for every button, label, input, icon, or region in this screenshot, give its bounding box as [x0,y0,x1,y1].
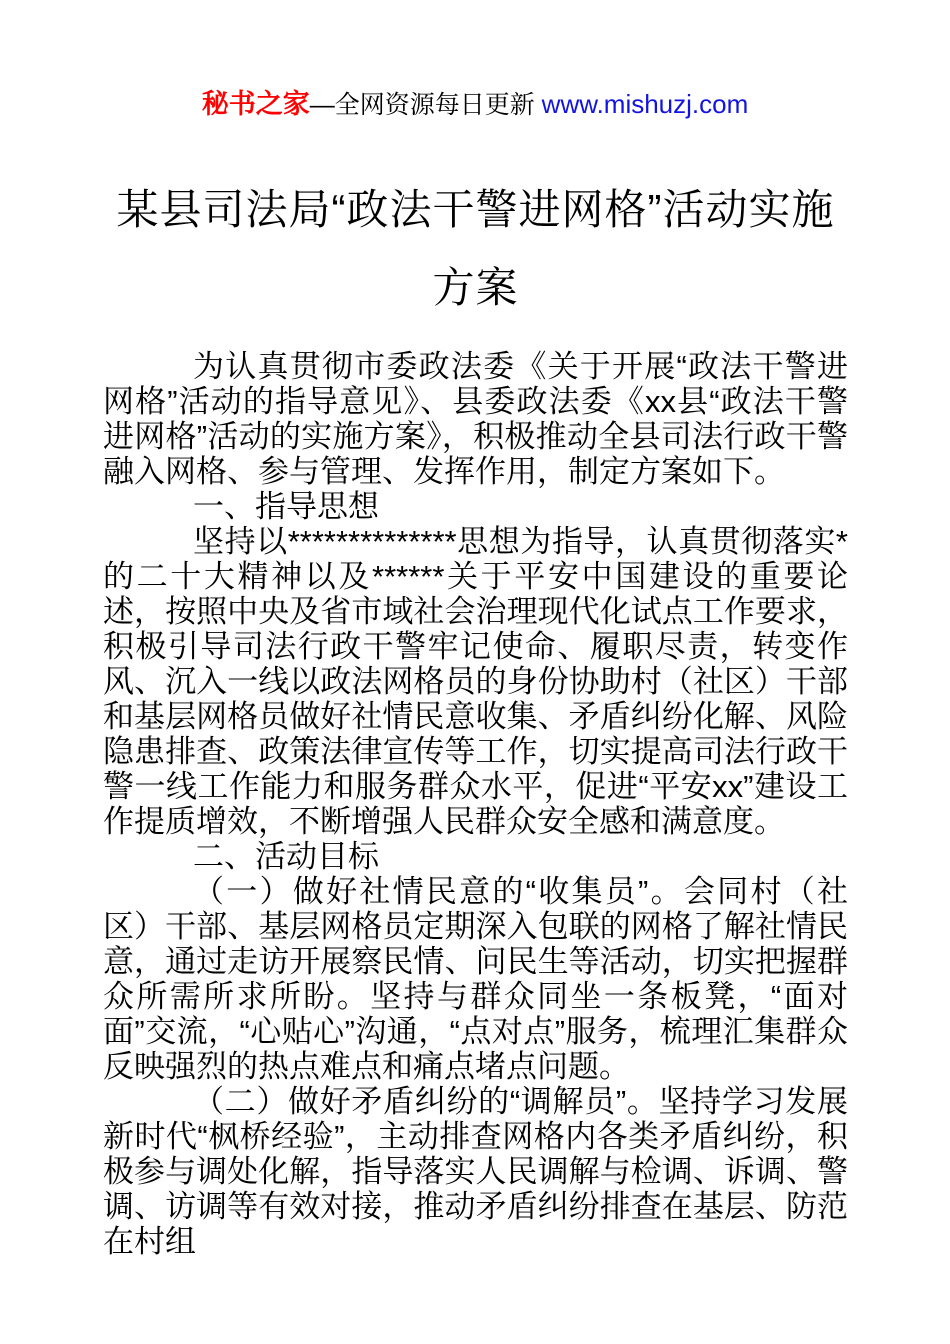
document-body [103,349,848,1259]
site-brand: 秘书之家 [201,89,310,119]
body-paragraph-guiding-thought: 坚持以**************思想为指导，认真贯彻落实*的二十大精神以及******关于平安中国建设的重要论述，按照中央及省市域社会治理现代化试点工作要求，积极引导司法行政干警牢记使命、履职尽责，转变作风、沉入一线以政法网格员的身份协助村（社区）干部和基层网格员做好社情民意收集、矛盾纠纷化解、风险隐患排查、政策法律宣传等工作，切实提高司法行政干警一线工作能力和服务群众水平，促进“平安xx”建设工作提质增效，不断增强人民群众安全感和满意度。 [103,524,848,839]
document-title-line-2: 方案 [432,264,519,311]
section-heading-2: 二、活动目标 [193,839,379,874]
body-paragraph-intro: 为认真贯彻市委政法委《关于开展“政法干警进网格”活动的指导意见》、县委政法委《xx县“政法干警进网格”活动的实施方案》，积极推动全县司法行政干警融入网格、参与管理、发挥作用，制定方案如下。 [103,349,848,489]
document-title-line-1: 某县司法局“政法干警进网格”活动实施 [116,186,835,233]
document-title [103,171,848,327]
site-header [0,0,950,123]
site-url-link[interactable]: www.mishuzj.com [541,89,749,119]
section-heading-1: 一、指导思想 [193,489,379,524]
site-tagline: —全网资源每日更新 [309,91,542,119]
body-paragraph-goal-2: （二）做好矛盾纠纷的“调解员”。坚持学习发展新时代“枫桥经验”，主动排查网格内各类矛盾纠纷，积极参与调处化解，指导落实人民调解与检调、诉调、警调、访调等有效对接，推动矛盾纠纷排查在基层、防范在村组 [103,1084,848,1259]
body-paragraph-goal-1: （一）做好社情民意的“收集员”。会同村（社区）干部、基层网格员定期深入包联的网格了解社情民意，通过走访开展察民情、问民生等活动，切实把握群众所需所求所盼。坚持与群众同坐一条板凳，“面对面”交流，“心贴心”沟通，“点对点”服务，梳理汇集群众反映强烈的热点难点和痛点堵点问题。 [103,874,848,1084]
